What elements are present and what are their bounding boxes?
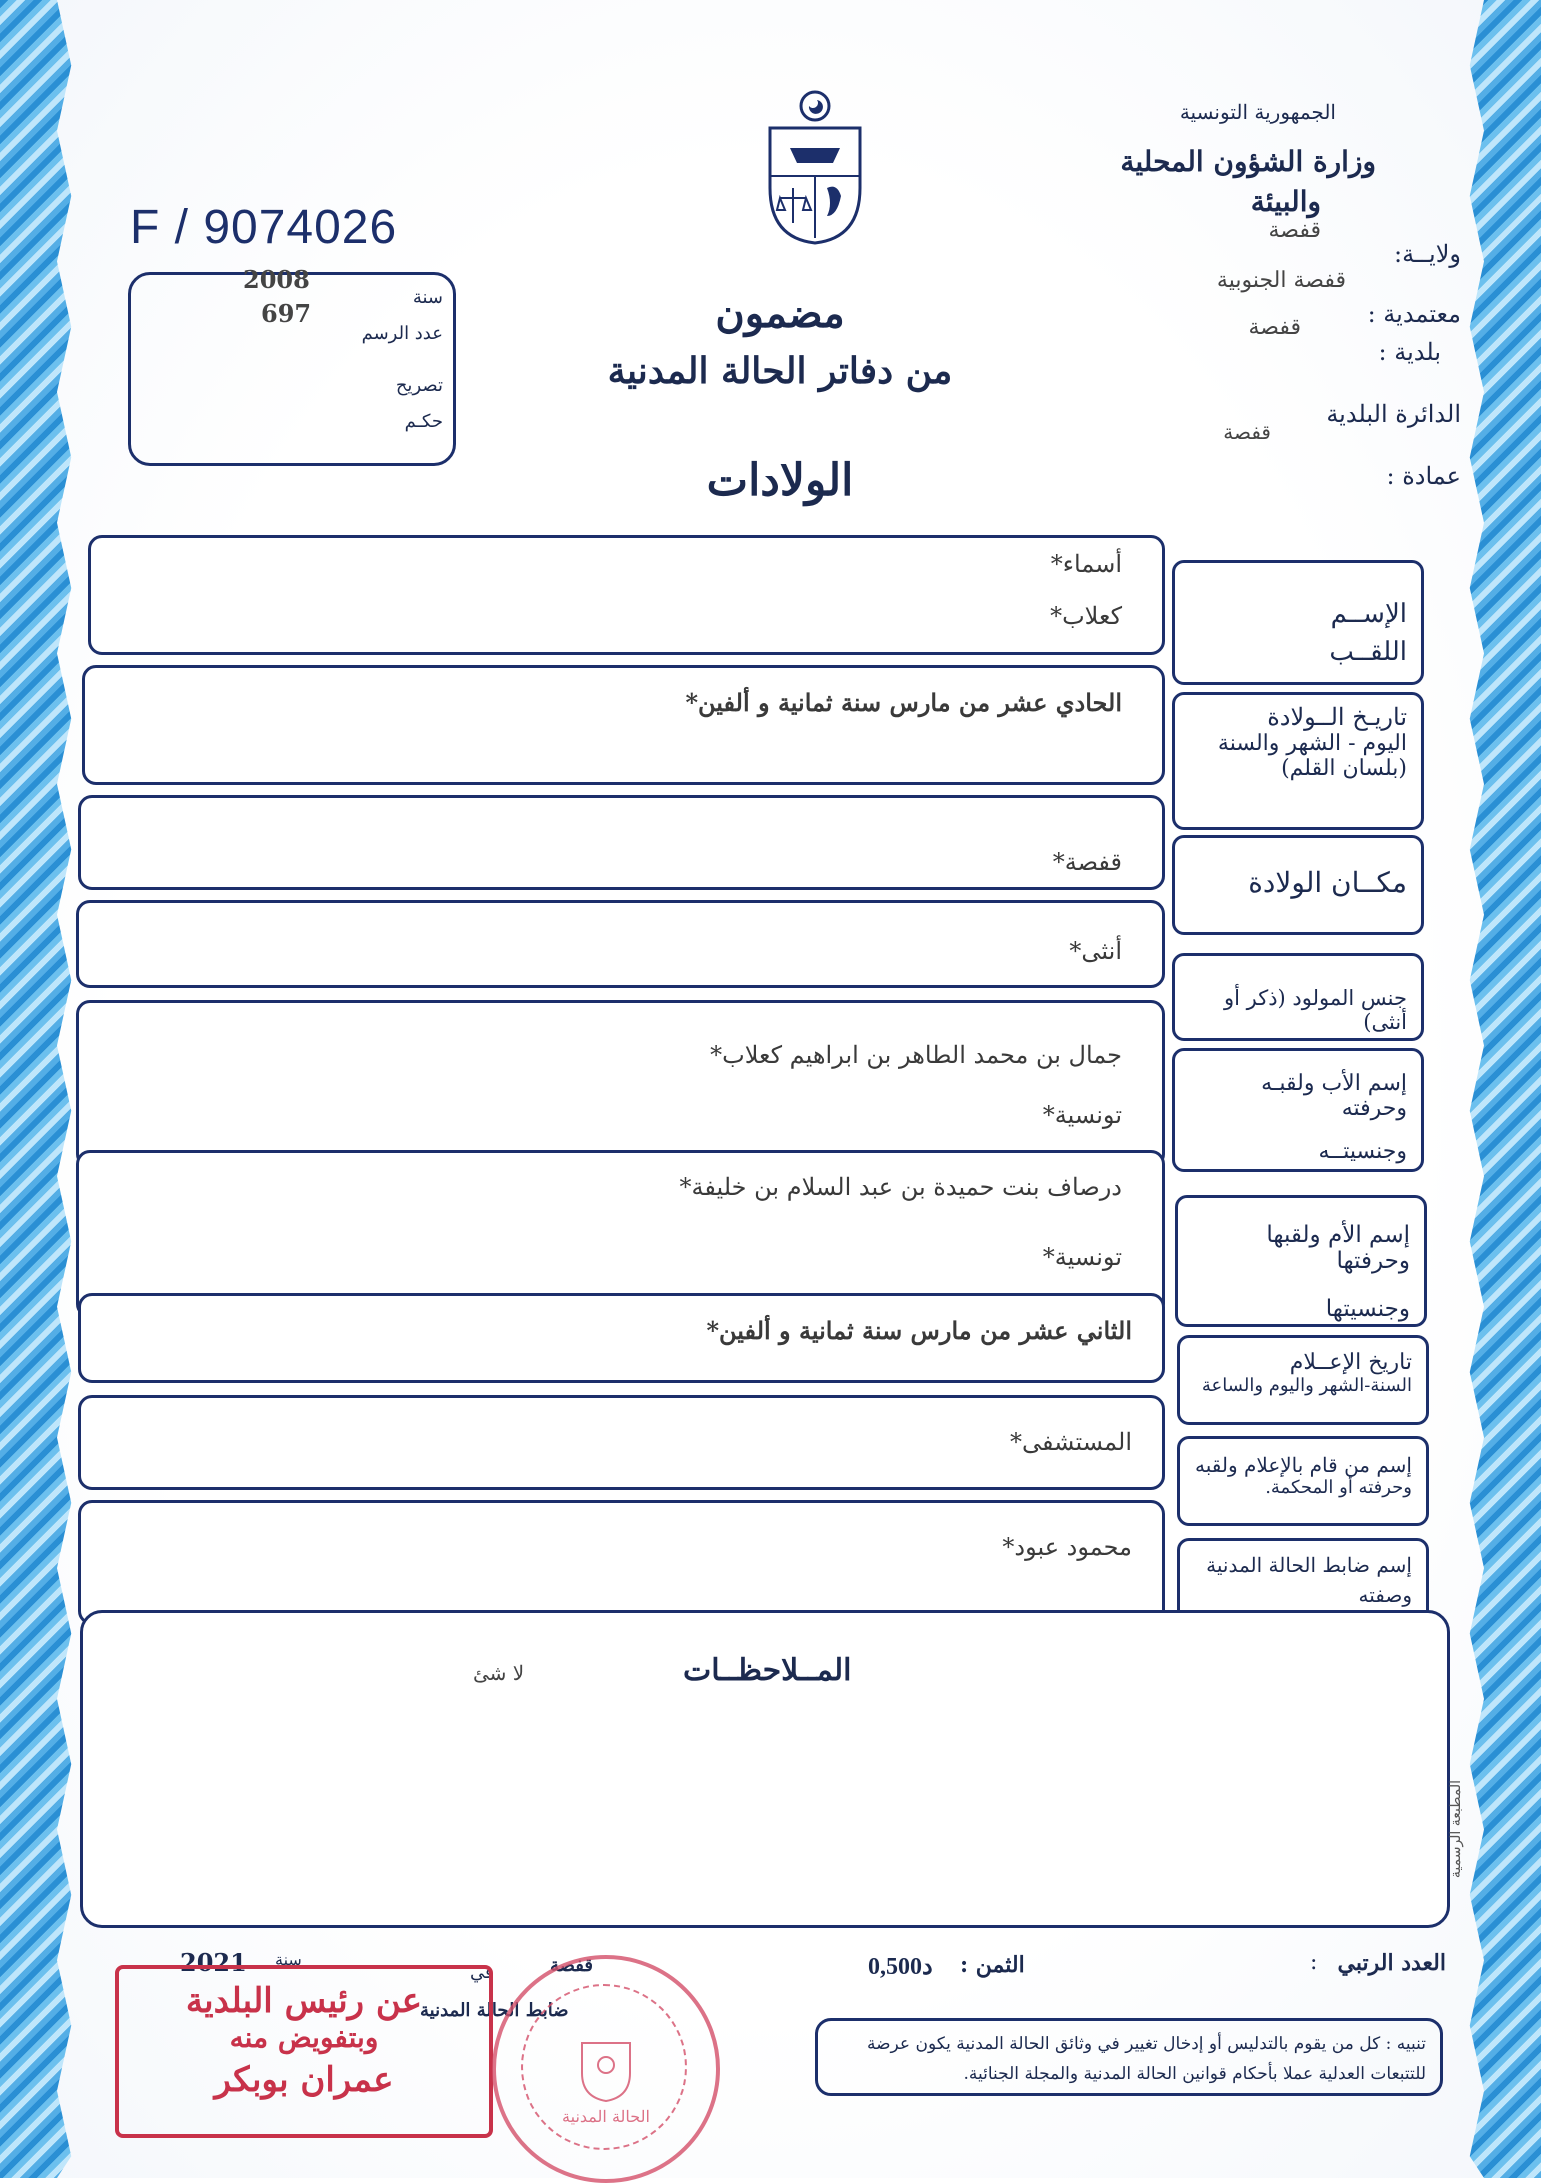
tunisia-coat-of-arms-icon [765,88,865,248]
declaration-date-value-box [78,1293,1165,1383]
declaration-label: تصريح [395,375,443,396]
wilaya-label: ولايــة: [1394,240,1461,268]
sex-label: جنس المولود (ذكر أو أنثى) [1223,986,1407,1034]
register-type-title: الولادات [706,455,854,506]
surname-label: اللقــب [1329,637,1407,667]
price-label: الثمن : [960,1952,1025,1978]
declaration-date-value: الثاني عشر من مارس سنة ثمانية و ألفين* [706,1316,1132,1345]
birth-date-label: تاريـخ الــولادة [1267,703,1407,731]
declaration-date-label: تاريخ الإعــلام [1289,1350,1412,1375]
registration-number-label: عدد الرسم [361,323,443,344]
sex-label-box [1172,953,1424,1041]
officer-sublabel: وصفته [1358,1583,1412,1607]
mother-nationality-label: وجنسيتها [1325,1296,1410,1322]
name-value-box [88,535,1165,655]
delegation-label: معتمدية : [1367,300,1461,328]
first-name-label: الإســم [1330,599,1407,629]
father-label: إسم الأب ولقبـه وحرفته [1261,1071,1407,1121]
officer-value-box [78,1500,1165,1625]
delegation-stamp [115,1965,493,2138]
municipal-seal [492,1955,720,2183]
declarant-label: إسم من قام بالإعلام ولقبه [1195,1453,1412,1477]
declaration-date-sublabel: السنة-الشهر واليوم والساعة [1201,1375,1412,1396]
birth-place-label-box [1172,835,1424,935]
birth-place-value: قفصة* [1052,848,1122,876]
document-title: مضمون [715,290,845,337]
registration-number-value: 697 [261,299,312,328]
sex-value-box [76,900,1165,988]
registration-year-value: 2008 [243,265,310,294]
father-value-box [76,1000,1165,1168]
birth-date-value: الحادي عشر من مارس سنة ثمانية و ألفين* [685,688,1122,717]
officer-value: محمود عبود* [1002,1533,1132,1561]
seal-emblem-icon [578,2037,634,2103]
declarant-sublabel: وحرفته أو المحكمة. [1265,1477,1412,1498]
officer-label: إسم ضابط الحالة المدنية [1206,1553,1412,1577]
remarks-box [80,1610,1450,1928]
republic-title: الجمهورية التونسية [1179,100,1336,124]
serial-number-label: العدد الرتبي [1337,1950,1446,1976]
document-serial-number: F / 9074026 [130,201,398,254]
remarks-value: لا شئ [473,1661,525,1685]
mother-value: درصاف بنت حميدة بن عبد السلام بن خليفة* [679,1173,1122,1201]
birth-date-sublabel: اليوم - الشهر والسنة [1217,731,1407,756]
registration-year-label: سنة [412,287,443,308]
issue-in-label: في [470,1962,494,1983]
delegation-value: قفصة الجنوبية [1216,268,1346,293]
declarant-value: المستشفى* [1009,1428,1132,1456]
district-value: قفصة [1223,420,1271,444]
registration-box [128,265,456,466]
issue-place: قفصة [550,1955,593,1976]
father-nationality-label: وجنسيتــه [1318,1139,1407,1164]
stamp-line-1: عن رئيس البلدية [185,1981,423,2021]
birth-date-note: (بلسان القلم) [1281,756,1407,781]
seal-text: الحالة المدنية [562,2107,650,2126]
first-name-value: أسماء* [1050,550,1122,578]
father-nationality-value: تونسية* [1042,1101,1122,1129]
officer-signature-label: ضابط الحالة المدنية [420,2000,569,2021]
issue-year-label: سنة [275,1950,302,1969]
issue-year-value: 2021 [180,1948,247,1977]
price-value: 0,500د [868,1954,933,1980]
birth-date-label-box [1172,692,1424,830]
stamp-line-3: عمران بوبكر [214,2060,394,2100]
birth-date-value-box [82,665,1165,785]
mother-nationality-value: تونسية* [1042,1243,1122,1271]
print-mark: المطبعة الرسمية [1448,1780,1464,1879]
father-value: جمال بن محمد الطاهر بن ابراهيم كعلاب* [710,1041,1122,1069]
serial-number-colon: : [1310,1950,1318,1975]
ministry-line-2: والبيئة [1250,185,1321,218]
stamp-line-2: وبتفويض منه [229,2021,379,2054]
declaration-date-label-box [1177,1335,1429,1425]
municipality-label: بلدية : [1378,338,1441,366]
district-label: الدائرة البلدية [1326,400,1461,428]
birth-place-label: مكــان الولادة [1248,866,1407,899]
mother-label-box [1175,1195,1427,1327]
birth-place-value-box [78,795,1165,890]
legal-notice: تنبيه : كل من يقوم بالتدليس أو إدخال تغيير في وثائق الحالة المدنية يكون عرضة للتتبعات العدلية عملا بأحكام قوانين الحالة المدنية والمجلة الجنائية. [815,2018,1443,2096]
document-subtitle: من دفاتر الحالة المدنية [607,350,953,392]
mother-label: إسم الأم ولقبها وحرفتها [1266,1222,1410,1274]
imada-label: عمادة : [1386,462,1461,490]
declarant-label-box [1177,1436,1429,1526]
judgment-label: حكـم [404,411,443,432]
ministry-line-1: وزارة الشؤون المحلية [1120,145,1376,178]
remarks-label: المــلاحظــات [683,1653,852,1688]
sex-value: أنثى* [1069,937,1122,965]
name-label-box [1172,560,1424,685]
wilaya-value: قفصة [1268,218,1321,243]
declarant-value-box [78,1395,1165,1490]
municipality-value: قفصة [1248,315,1301,340]
surname-value: كعلاب* [1050,602,1122,630]
father-label-box [1172,1048,1424,1172]
